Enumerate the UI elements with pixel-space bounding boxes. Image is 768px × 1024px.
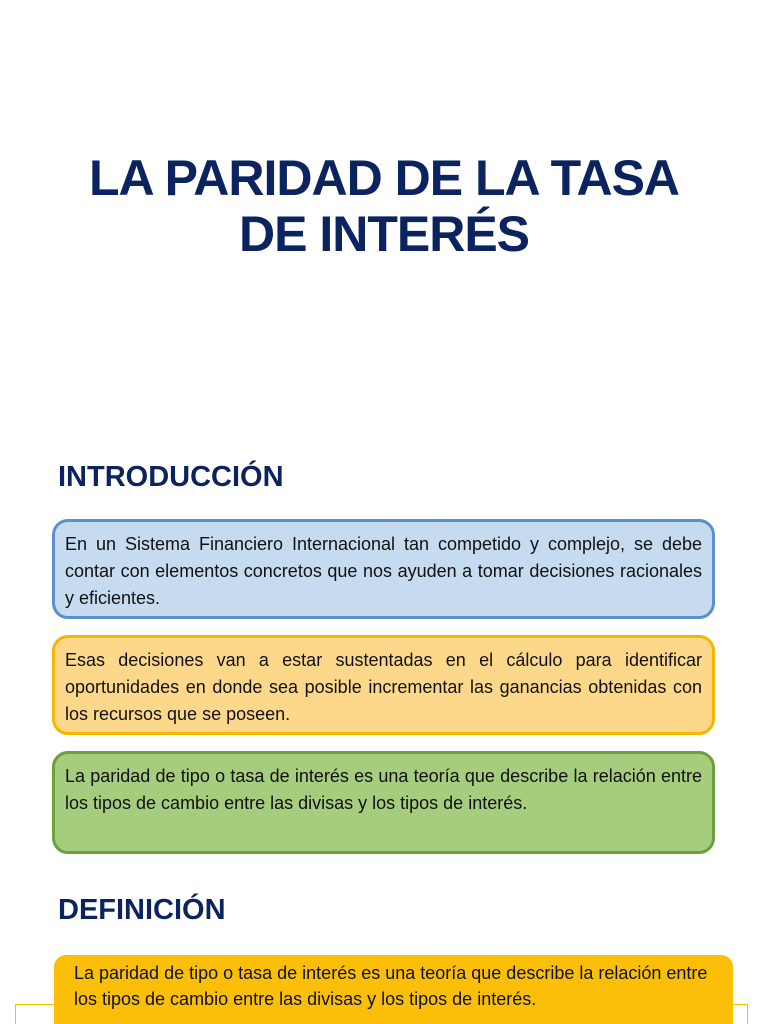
definition-heading: DEFINICIÓN [58, 894, 226, 926]
intro-box-blue [52, 519, 715, 619]
title-line-1: LA PARIDAD DE LA TASA [88, 150, 680, 206]
intro-box-green-text: La paridad de tipo o tasa de interés es una teoría que describe la relación entre los tipos de cambio entre las divisas y los tipos de interés. [65, 766, 702, 813]
intro-box-green [52, 751, 715, 854]
title-line-2: DE INTERÉS [238, 206, 530, 262]
definition-box [54, 955, 733, 1024]
intro-box-yellow [52, 635, 715, 735]
definition-box-text: La paridad de tipo o tasa de interés es una teoría que describe la relación entre los tipos de cambio entre las divisas y los tipos de interés. [74, 963, 708, 1009]
intro-box-yellow-text: Esas decisiones van a estar sustentadas en el cálculo para identificar oportunidades en donde sea posible incrementar las ganancias obtenidas con los recursos que se poseen. [65, 650, 702, 724]
introduction-heading: INTRODUCCIÓN [58, 461, 284, 493]
intro-box-blue-text: En un Sistema Financiero Internacional tan competido y complejo, se debe contar con elementos concretos que nos ayuden a tomar decisiones racionales y eficientes. [65, 534, 702, 608]
page-title [0, 150, 768, 262]
